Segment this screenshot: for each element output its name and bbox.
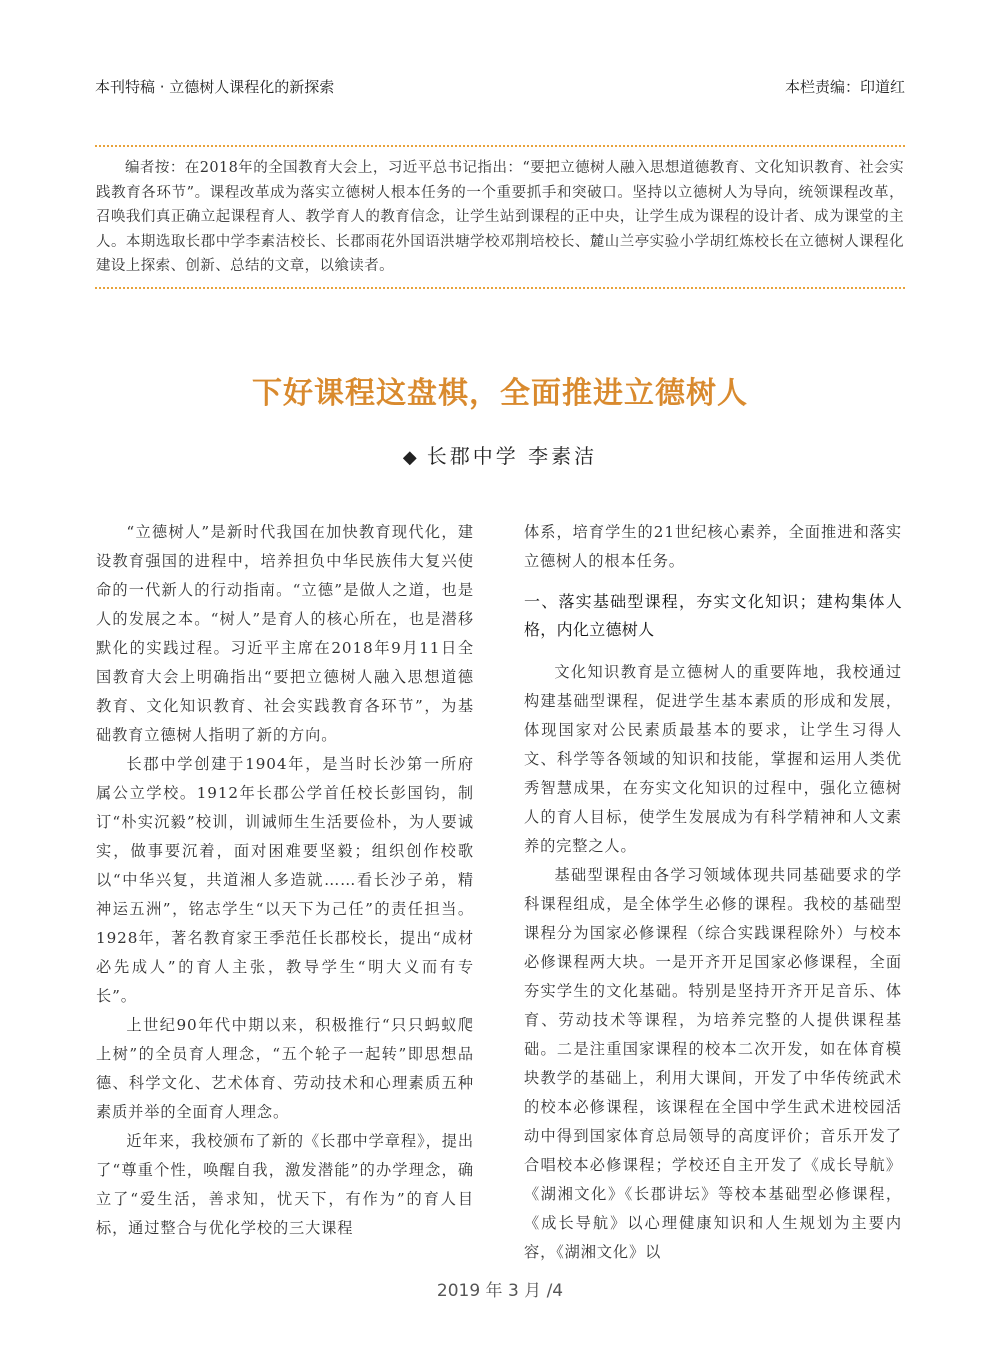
author: 长郡中学 李素洁: [426, 444, 598, 468]
top-dotted-rule: [95, 145, 905, 147]
byline: [0, 440, 1000, 469]
right-column: [524, 518, 902, 1267]
paragraph: 基础型课程由各学习领域体现共同基础要求的学科课程组成，是全体学生必修的课程。我校的基础型课程分为国家必修课程（综合实践课程除外）与校本必修课程两大块。一是开齐开足国家必修课程，全面夯实学生的文化基础。特别是坚持开齐开足音乐、体育、劳动技术等课程，为培养完整的人提供课程基础。二是注重国家课程的校本二次开发，如在体育模块教学的基础上，利用大课间，开发了中华传统武术的校本必修课程，该课程在全国中学生武术进校园活动中得到国家体育总局领导的高度评价；音乐开发了合唱校本必修课程；学校还自主开发了《成长导航》《湖湘文化》《长郡讲坛》等校本基础型必修课程，《成长导航》以心理健康知识和人生规划为主要内容，《湖湘文化》以: [524, 866, 902, 1261]
bottom-dotted-rule: [95, 287, 905, 289]
diamond-bullet-icon: ◆: [402, 447, 417, 468]
column-title: 本刊特稿 · 立德树人课程化的新探索: [95, 78, 335, 96]
paragraph-continuation: 体系，培育学生的21世纪核心素养，全面推进和落实立德树人的根本任务。: [524, 523, 902, 570]
left-column: [96, 518, 474, 1243]
paragraph: 上世纪90年代中期以来，积极推行“只只蚂蚁爬上树”的全员育人理念，“五个轮子一起转”即思想品德、科学文化、艺术体育、劳动技术和心理素质五种素质并举的全面育人理念。: [96, 1016, 474, 1121]
article-title: 下好课程这盘棋，全面推进立德树人: [252, 376, 748, 411]
paragraph: 文化知识教育是立德树人的重要阵地，我校通过构建基础型课程，促进学生基本素质的形成和发展，体现国家对公民素质最基本的要求，让学生习得人文、科学等各领域的知识和技能，掌握和运用人类优秀智慧成果，在夯实文化知识的过程中，强化立德树人的育人目标，使学生发展成为有科学精神和人文素养的完整之人。: [524, 663, 902, 855]
editor-note: 编者按：在2018年的全国教育大会上，习近平总书记指出：“要把立德树人融入思想道德教育、文化知识教育、社会实践教育各环节”。课程改革成为落实立德树人根本任务的一个重要抓手和突破口。坚持以立德树人为导向，统领课程改革，召唤我们真正确立起课程育人、教学育人的教育信念，让学生站到课程的正中央，让学生成为课程的设计者、成为课堂的主人。本期选取长郡中学李素洁校长、长郡雨花外国语洪塘学校邓荆培校长、麓山兰亭实验小学胡红炼校长在立德树人课程化建设上探索、创新、总结的文章，以飨读者。: [96, 160, 904, 274]
running-header: [95, 76, 905, 97]
column-editor: 本栏责编：印道红: [784, 78, 905, 96]
paragraph: “立德树人”是新时代我国在加快教育现代化，建设教育强国的进程中，培养担负中华民族伟大复兴使命的一代新人的行动指南。“立德”是做人之道，也是人的发展之本。“树人”是育人的核心所在，也是潜移默化的实践过程。习近平主席在2018年9月11日全国教育大会上明确指出“要把立德树人融入思想道德教育、文化知识教育、社会实践教育各环节”，为基础教育立德树人指明了新的方向。: [96, 523, 474, 744]
paragraph: 长郡中学创建于1904年，是当时长沙第一所府属公立学校。1912年长郡公学首任校长彭国钧，制订“朴实沉毅”校训，训诫师生生活要俭朴，为人要诚实，做事要沉着，面对困难要坚毅；组织创作校歌以“中华兴复，共道湘人多造就……看长沙子弟，精神运五洲”，铭志学生“以天下为己任”的责任担当。1928年，著名教育家王季范任长郡校长，提出“成材必先成人”的育人主张，教导学生“明大义而有专长”。: [96, 755, 474, 1005]
page-footer: 2019 年 3 月 /4: [436, 1281, 564, 1301]
paragraph: 近年来，我校颁布了新的《长郡中学章程》，提出了“尊重个性，唤醒自我，激发潜能”的办学理念，确立了“爱生活，善求知，忧天下，有作为”的育人目标，通过整合与优化学校的三大课程: [96, 1132, 474, 1237]
section-heading: 一、落实基础型课程，夯实文化知识；建构集体人格，内化立德树人: [524, 592, 902, 639]
